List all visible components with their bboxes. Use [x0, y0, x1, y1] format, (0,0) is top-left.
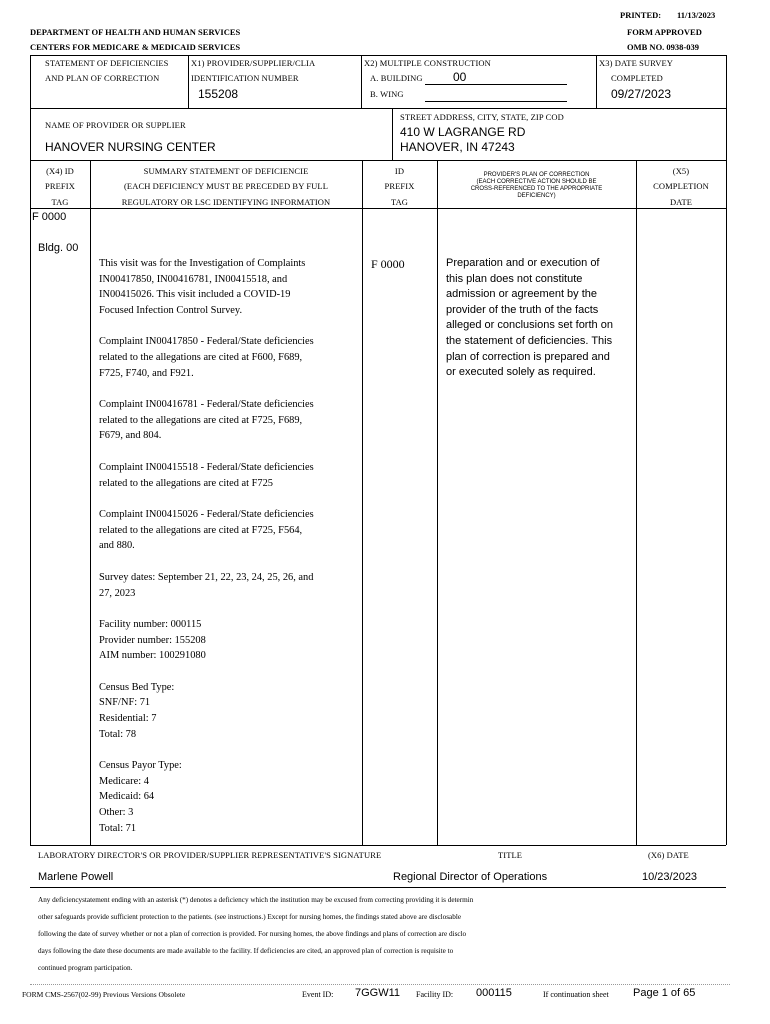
id-prefix-header: PREFIX [384, 181, 415, 191]
plan-of-correction-label: AND PLAN OF CORRECTION [45, 73, 160, 83]
address-label: STREET ADDRESS, CITY, STATE, ZIP COD [400, 112, 564, 122]
address-line1: 410 W LAGRANGE RD [400, 125, 526, 139]
summary-paragraph: Complaint IN00417850 - Federal/State deficiencies related to the allegations are cited at F600, F689, F725, F740, and F921. [99, 336, 314, 379]
continuation-label: If continuation sheet [543, 990, 609, 999]
disclaimer-line: following the date of survey whether or not a plan of correction is provided. For nursing homes, the above findings and plans of correction are disclo [38, 930, 467, 938]
signature-title: Regional Director of Operations [393, 871, 548, 883]
id-header: ID [394, 166, 405, 176]
signature-label: LABORATORY DIRECTOR'S OR PROVIDER/SUPPLIER REPRESENTATIVE'S SIGNATURE [38, 850, 382, 860]
summary-statement [99, 256, 357, 836]
wing-label: B. WING [370, 89, 404, 99]
completion-header: COMPLETION [653, 181, 709, 191]
provider-id-value: 155208 [198, 87, 239, 101]
signature-date: 10/23/2023 [642, 871, 698, 883]
centers-name: CENTERS FOR MEDICARE & MEDICAID SERVICES [30, 42, 241, 52]
date-header: DATE [669, 197, 693, 207]
summary-paragraph: Census Bed Type: SNF/NF: 71 Residential: 7 Total: 78 [99, 681, 175, 740]
building-value: 00 [453, 70, 467, 84]
page-number: Page 1 of 65 [633, 987, 696, 999]
poc-header [437, 172, 636, 200]
omb-number: OMB NO. 0938-039 [627, 42, 700, 52]
x4-tag-header: TAG [51, 197, 69, 207]
disclaimer-line: continued program participation. [38, 964, 133, 972]
poc-header-line4: DEFICIENCY) [517, 193, 556, 199]
footer-divider [30, 984, 730, 985]
signature-name: Marlene Powell [38, 871, 114, 883]
facility-id-label: Facility ID: [416, 990, 454, 999]
x3-label: X3) DATE SURVEY [599, 58, 674, 68]
x4-header: (X4) ID [46, 166, 74, 176]
summary-subheader-2: REGULATORY OR LSC IDENTIFYING INFORMATION [121, 197, 331, 207]
summary-paragraph: This visit was for the Investigation of Complaints IN00417850, IN00416781, IN00415518, and IN00415026. This visit included a COVID-19 Focused Infection Control Survey. [99, 258, 306, 316]
summary-header: SUMMARY STATEMENT OF DEFICIENCIE [143, 166, 309, 176]
plan-of-correction-text: Preparation and or execution of this plan does not constitute admission or agreement by the provider of the truth of the facts alleged or conclusions set forth on the statement of deficiencies. This plan of correction is prepared and or executed solely as required. [446, 257, 613, 379]
poc-header-line3: CROSS-REFERENCED TO THE APPROPRIATE [470, 186, 603, 192]
building-label: A. BUILDING [370, 73, 423, 83]
summary-paragraph: Complaint IN00415518 - Federal/State deficiencies related to the allegations are cited at F725 [99, 461, 314, 489]
form-number: FORM CMS-2567(02-99) Previous Versions Obsolete [22, 990, 186, 999]
survey-date-value: 09/27/2023 [611, 87, 672, 101]
x6-date-label: (X6) DATE [648, 850, 689, 860]
disclaimer-line: Any deficiencystatement ending with an asterisk (*) denotes a deficiency which the institution may be excused from correcting providing it is determin [38, 896, 474, 904]
summary-paragraph: Census Payor Type: Medicare: 4 Medicaid: 64 Other: 3 Total: 71 [99, 760, 182, 834]
event-id-value: 7GGW11 [355, 987, 401, 999]
completed-label: COMPLETED [611, 73, 663, 83]
poc-header-line2: (EACH CORRECTIVE ACTION SHOULD BE [476, 179, 597, 185]
deficiency-tag-left: F 0000 [32, 211, 67, 223]
form-approved-label: FORM APPROVED [627, 27, 702, 37]
x2-label: X2) MULTIPLE CONSTRUCTION [364, 58, 491, 68]
summary-paragraph: Survey dates: September 21, 22, 23, 24, 25, 26, and 27, 2023 [99, 571, 314, 599]
x1-label: X1) PROVIDER/SUPPLIER/CLIA [191, 58, 316, 68]
summary-paragraph: Complaint IN00415026 - Federal/State deficiencies related to the allegations are cited at F725, F564, and 880. [99, 509, 314, 552]
deficiency-tag-right: F 0000 [371, 257, 405, 271]
disclaimer-line: other safeguards provide sufficient protection to the patients. (see instructions.) Except for nursing homes, the findings stated above are disclosable [38, 913, 462, 921]
summary-paragraph: Facility number: 000115 Provider number: 155208 AIM number: 100291080 [99, 619, 206, 662]
title-label: TITLE [498, 850, 523, 860]
printed-date: 11/13/2023 [677, 10, 716, 20]
printed-label: PRINTED: [620, 10, 662, 20]
disclaimer-line: days following the date these documents are made available to the facility. If deficiencies are cited, an approved plan of correction is requisite to [38, 947, 454, 955]
poc-header-line1: PROVIDER'S PLAN OF CORRECTION [483, 172, 590, 178]
event-id-label: Event ID: [302, 990, 334, 999]
x1-id-label: IDENTIFICATION NUMBER [191, 73, 299, 83]
x5-header: (X5) [672, 166, 690, 176]
disclaimer [38, 892, 728, 977]
id-tag-header: TAG [390, 197, 409, 207]
summary-subheader: (EACH DEFICIENCY MUST BE PRECEDED BY FULL [123, 181, 329, 191]
facility-id-value: 000115 [476, 987, 512, 999]
statement-label: STATEMENT OF DEFICIENCIES [45, 58, 169, 68]
x4-prefix-header: PREFIX [45, 181, 75, 191]
summary-paragraph: Complaint IN00416781 - Federal/State deficiencies related to the allegations are cited at F725, F689, F679, and 804. [99, 399, 314, 442]
provider-name: HANOVER NURSING CENTER [45, 140, 216, 154]
address-line2: HANOVER, IN 47243 [400, 140, 515, 154]
department-name: DEPARTMENT OF HEALTH AND HUMAN SERVICES [30, 27, 241, 37]
provider-name-label: NAME OF PROVIDER OR SUPPLIER [45, 120, 186, 130]
building-tag: Bldg. 00 [38, 242, 79, 254]
